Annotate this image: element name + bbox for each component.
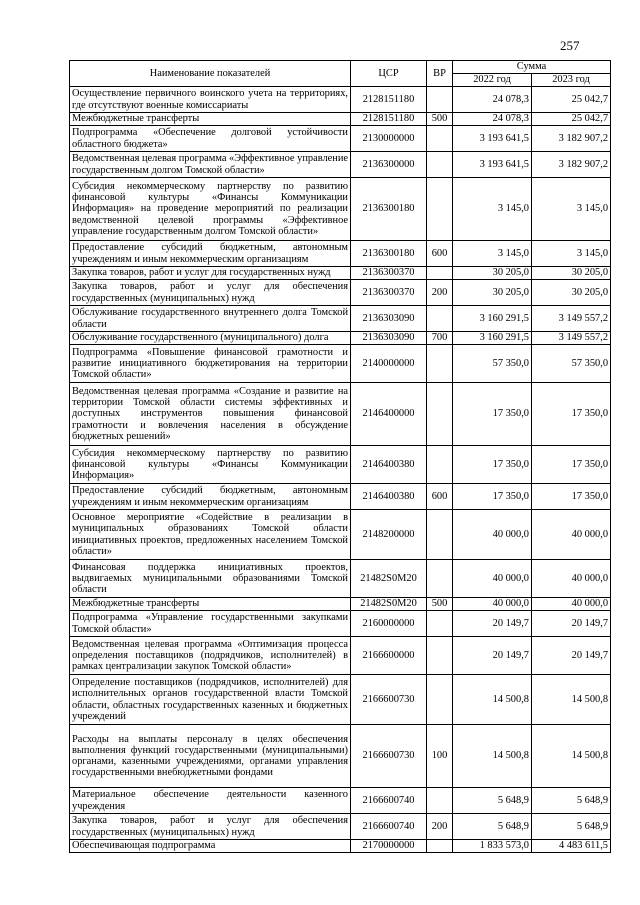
row-vr-code	[427, 560, 453, 598]
table-row	[70, 840, 611, 853]
row-name: Предоставление субсидий бюджетным, автономным учреждениям и иным некоммерческим организациям	[70, 241, 351, 267]
row-sum-2023: 40 000,0	[532, 510, 611, 560]
row-vr-code	[427, 840, 453, 853]
row-sum-2022: 3 145,0	[453, 178, 532, 241]
row-name: Определение поставщиков (подрядчиков, исполнителей) для исполнительных органов государственной власти Томской области, областных государственных казенных и бюджетных учреждений	[70, 675, 351, 725]
row-vr-code	[427, 152, 453, 178]
row-csr-code: 2128151180	[351, 87, 427, 113]
table-row	[70, 126, 611, 152]
table-row	[70, 510, 611, 560]
row-csr-code: 2140000000	[351, 345, 427, 383]
row-csr-code: 21482S0M20	[351, 598, 427, 611]
table-row	[70, 788, 611, 814]
row-csr-code: 2136303090	[351, 306, 427, 332]
row-vr-code: 200	[427, 814, 453, 840]
row-csr-code: 2148200000	[351, 510, 427, 560]
row-csr-code: 2136303090	[351, 332, 427, 345]
row-name: Закупка товаров, работ и услуг для обеспечения государственных (муниципальных) нужд	[70, 280, 351, 306]
table-row	[70, 446, 611, 484]
table-row	[70, 814, 611, 840]
row-sum-2023: 40 000,0	[532, 598, 611, 611]
row-csr-code: 2130000000	[351, 126, 427, 152]
row-sum-2022: 14 500,8	[453, 675, 532, 725]
row-sum-2022: 24 078,3	[453, 113, 532, 126]
table-row	[70, 560, 611, 598]
row-csr-code: 2146400380	[351, 446, 427, 484]
row-sum-2022: 3 145,0	[453, 241, 532, 267]
budget-table	[69, 60, 611, 853]
row-csr-code: 2136300180	[351, 178, 427, 241]
row-sum-2022: 20 149,7	[453, 637, 532, 675]
row-vr-code: 600	[427, 484, 453, 510]
row-csr-code: 2166600740	[351, 814, 427, 840]
row-name: Закупка товаров, работ и услуг для государственных нужд	[70, 267, 351, 280]
row-sum-2023: 30 205,0	[532, 280, 611, 306]
page-number: 257	[560, 38, 580, 53]
row-vr-code: 700	[427, 332, 453, 345]
row-name: Межбюджетные трансферты	[70, 598, 351, 611]
row-sum-2023: 20 149,7	[532, 611, 611, 637]
row-name: Субсидия некоммерческому партнерству по развитию финансовой культуры «Финансы Коммуникации Информация» на проведение мероприятий по реализации ведомственной целевой программы «Эффективное управление государственным долгом Томской области»	[70, 178, 351, 241]
table-row	[70, 306, 611, 332]
row-csr-code: 2136300000	[351, 152, 427, 178]
row-name: Материальное обеспечение деятельности казенного учреждения	[70, 788, 351, 814]
row-csr-code: 2166600740	[351, 788, 427, 814]
row-sum-2023: 17 350,0	[532, 446, 611, 484]
row-vr-code	[427, 788, 453, 814]
row-name: Ведомственная целевая программа «Эффективное управление государственным долгом Томской области»	[70, 152, 351, 178]
table-row	[70, 383, 611, 446]
row-csr-code: 21482S0M20	[351, 560, 427, 598]
row-name: Подпрограмма «Обеспечение долговой устойчивости областного бюджета»	[70, 126, 351, 152]
row-sum-2023: 17 350,0	[532, 484, 611, 510]
table-row	[70, 675, 611, 725]
row-sum-2022: 1 833 573,0	[453, 840, 532, 853]
row-sum-2022: 3 193 641,5	[453, 152, 532, 178]
row-csr-code: 2160000000	[351, 611, 427, 637]
row-sum-2023: 4 483 611,5	[532, 840, 611, 853]
row-sum-2022: 57 350,0	[453, 345, 532, 383]
table-row	[70, 611, 611, 637]
row-vr-code	[427, 675, 453, 725]
table-row	[70, 725, 611, 788]
row-csr-code: 2170000000	[351, 840, 427, 853]
row-sum-2022: 17 350,0	[453, 383, 532, 446]
row-sum-2022: 3 193 641,5	[453, 126, 532, 152]
header-sum: Сумма	[453, 61, 611, 74]
row-sum-2023: 3 182 907,2	[532, 126, 611, 152]
row-sum-2023: 40 000,0	[532, 560, 611, 598]
row-sum-2022: 3 160 291,5	[453, 306, 532, 332]
row-name: Закупка товаров, работ и услуг для обеспечения государственных (муниципальных) нужд	[70, 814, 351, 840]
row-sum-2022: 20 149,7	[453, 611, 532, 637]
header-csr: ЦСР	[351, 61, 427, 87]
row-vr-code	[427, 345, 453, 383]
row-vr-code	[427, 306, 453, 332]
row-name: Субсидия некоммерческому партнерству по развитию финансовой культуры «Финансы Коммуникации Информация»	[70, 446, 351, 484]
row-sum-2022: 3 160 291,5	[453, 332, 532, 345]
table-row	[70, 267, 611, 280]
row-name: Обеспечивающая подпрограмма	[70, 840, 351, 853]
table-header	[70, 61, 611, 87]
row-sum-2022: 5 648,9	[453, 788, 532, 814]
row-sum-2022: 5 648,9	[453, 814, 532, 840]
row-sum-2022: 17 350,0	[453, 484, 532, 510]
row-name: Ведомственная целевая программа «Оптимизация процесса определения поставщиков (подрядчиков, исполнителей) в рамках централизации закупок Томской области»	[70, 637, 351, 675]
row-sum-2023: 25 042,7	[532, 87, 611, 113]
row-sum-2023: 5 648,9	[532, 814, 611, 840]
row-name: Обслуживание государственного внутреннего долга Томской области	[70, 306, 351, 332]
row-vr-code: 600	[427, 241, 453, 267]
row-name: Предоставление субсидий бюджетным, автономным учреждениям и иным некоммерческим организациям	[70, 484, 351, 510]
row-name: Расходы на выплаты персоналу в целях обеспечения выполнения функций государственными (муниципальными) органами, казенными учреждениями, органами управления государственными внебюджетными фондами	[70, 725, 351, 788]
row-sum-2023: 20 149,7	[532, 637, 611, 675]
table-row	[70, 113, 611, 126]
row-sum-2023: 3 182 907,2	[532, 152, 611, 178]
table-row	[70, 637, 611, 675]
row-vr-code	[427, 510, 453, 560]
table-row	[70, 280, 611, 306]
row-vr-code: 500	[427, 113, 453, 126]
row-name: Подпрограмма «Повышение финансовой грамотности и развитие инициативного бюджетирования на территории Томской области»	[70, 345, 351, 383]
table-row	[70, 345, 611, 383]
row-vr-code: 200	[427, 280, 453, 306]
row-csr-code: 2166600730	[351, 725, 427, 788]
row-vr-code	[427, 178, 453, 241]
row-csr-code: 2146400380	[351, 484, 427, 510]
table-row	[70, 332, 611, 345]
row-sum-2022: 30 205,0	[453, 267, 532, 280]
row-name: Основное мероприятие «Содействие в реализации в муниципальных образованиях Томской области инициативных проектов, предложенных населением Томской области»	[70, 510, 351, 560]
row-sum-2022: 40 000,0	[453, 598, 532, 611]
row-sum-2023: 25 042,7	[532, 113, 611, 126]
row-vr-code	[427, 126, 453, 152]
row-csr-code: 2146400000	[351, 383, 427, 446]
row-sum-2023: 3 145,0	[532, 178, 611, 241]
row-sum-2023: 14 500,8	[532, 725, 611, 788]
table-row	[70, 598, 611, 611]
row-sum-2023: 5 648,9	[532, 788, 611, 814]
row-sum-2023: 17 350,0	[532, 383, 611, 446]
table-row	[70, 152, 611, 178]
row-vr-code	[427, 446, 453, 484]
row-sum-2023: 57 350,0	[532, 345, 611, 383]
row-csr-code: 2166600000	[351, 637, 427, 675]
row-sum-2022: 30 205,0	[453, 280, 532, 306]
header-name: Наименование показателей	[70, 61, 351, 87]
header-year-2023: 2023 год	[532, 74, 611, 87]
row-sum-2022: 17 350,0	[453, 446, 532, 484]
row-vr-code	[427, 611, 453, 637]
row-sum-2023: 3 145,0	[532, 241, 611, 267]
table-row	[70, 484, 611, 510]
row-sum-2022: 40 000,0	[453, 560, 532, 598]
row-sum-2023: 14 500,8	[532, 675, 611, 725]
header-year-2022: 2022 год	[453, 74, 532, 87]
row-sum-2022: 40 000,0	[453, 510, 532, 560]
row-name: Финансовая поддержка инициативных проектов, выдвигаемых муниципальными образованиями Томской области	[70, 560, 351, 598]
row-sum-2023: 30 205,0	[532, 267, 611, 280]
row-sum-2022: 14 500,8	[453, 725, 532, 788]
row-name: Ведомственная целевая программа «Создание и развитие на территории Томской области системы эффективных и доступных инструментов повышения финансовой грамотности и вовлечения населения в обсуждение бюджетных решений»	[70, 383, 351, 446]
row-csr-code: 2136300180	[351, 241, 427, 267]
row-name: Подпрограмма «Управление государственными закупками Томской области»	[70, 611, 351, 637]
row-csr-code: 2166600730	[351, 675, 427, 725]
table-row	[70, 87, 611, 113]
row-csr-code: 2128151180	[351, 113, 427, 126]
row-csr-code: 2136300370	[351, 267, 427, 280]
row-vr-code	[427, 637, 453, 675]
row-vr-code	[427, 87, 453, 113]
header-vr: ВР	[427, 61, 453, 87]
table-row	[70, 241, 611, 267]
row-name: Обслуживание государственного (муниципального) долга	[70, 332, 351, 345]
row-sum-2023: 3 149 557,2	[532, 306, 611, 332]
row-name: Осуществление первичного воинского учета на территориях, где отсутствуют военные комиссариаты	[70, 87, 351, 113]
row-vr-code: 500	[427, 598, 453, 611]
row-vr-code	[427, 267, 453, 280]
row-vr-code	[427, 383, 453, 446]
row-vr-code: 100	[427, 725, 453, 788]
table-row	[70, 178, 611, 241]
row-name: Межбюджетные трансферты	[70, 113, 351, 126]
row-sum-2022: 24 078,3	[453, 87, 532, 113]
table-body	[70, 87, 611, 853]
row-csr-code: 2136300370	[351, 280, 427, 306]
row-sum-2023: 3 149 557,2	[532, 332, 611, 345]
